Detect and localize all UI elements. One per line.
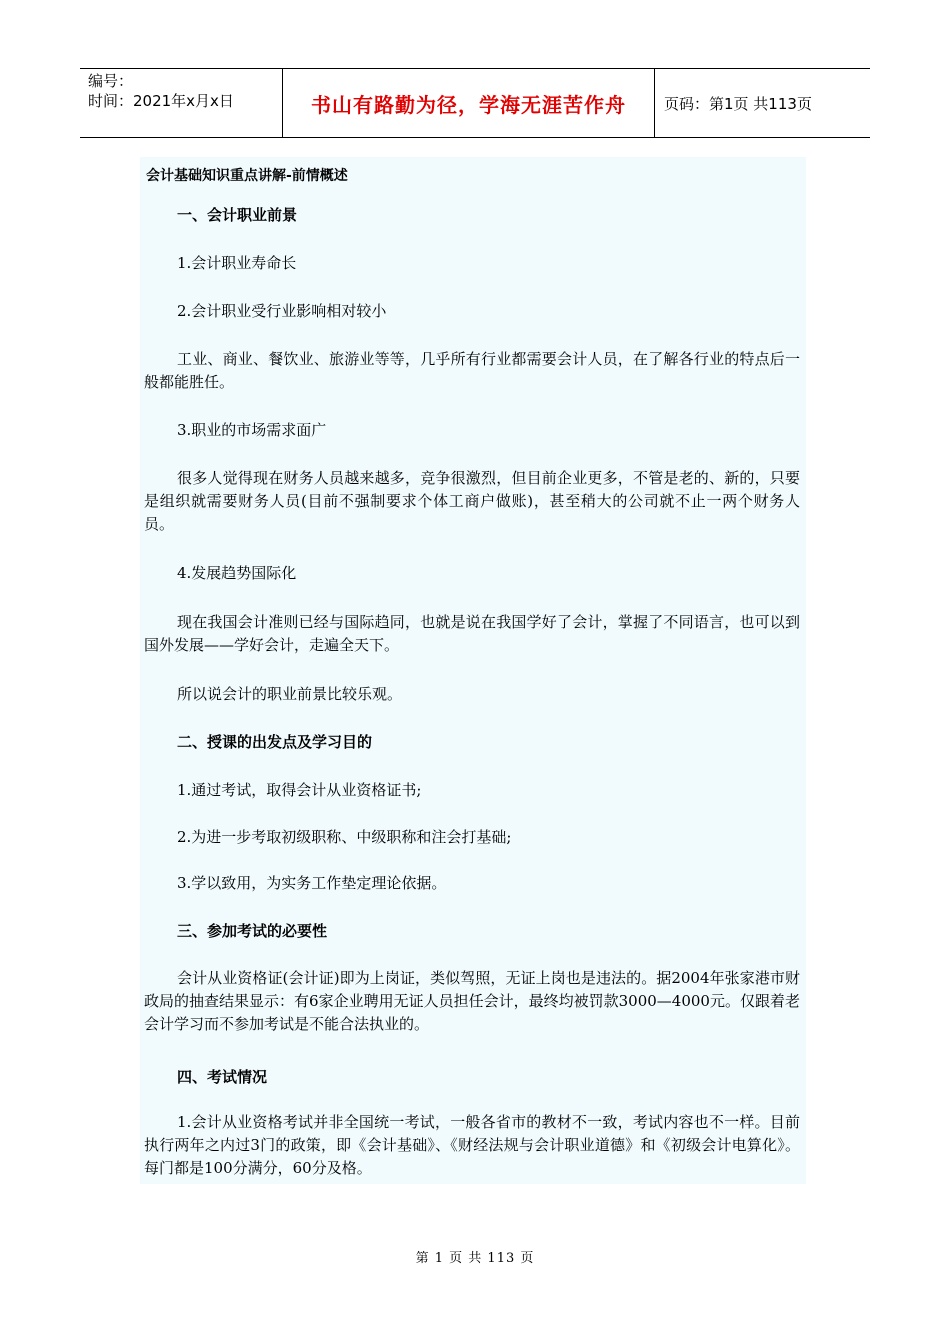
section-heading: 一、会计职业前景 xyxy=(177,206,298,224)
section-heading: 三、参加考试的必要性 xyxy=(177,922,328,940)
document-title: 会计基础知识重点讲解-前情概述 xyxy=(146,168,348,184)
paragraph: 现在我国会计准则已经与国际趋同，也就是说在我国学好了会计，掌握了不同语言，也可以到国外发展——学好会计，走遍全天下。 xyxy=(144,613,800,654)
list-item: 3.学以致用，为实务工作垫定理论依据。 xyxy=(177,874,447,892)
page-footer: 第 1 页 共 113 页 xyxy=(415,1251,535,1266)
header-motto: 书山有路勤为径，学海无涯苦作舟 xyxy=(311,92,626,117)
header-page-info: 页码：第1页 共113页 xyxy=(664,94,812,113)
list-item: 4.发展趋势国际化 xyxy=(177,564,297,582)
list-item: 1.通过考试，取得会计从业资格证书; xyxy=(177,781,422,799)
list-item: 1.会计职业寿命长 xyxy=(177,254,297,272)
document-header xyxy=(80,68,870,138)
list-item: 2.会计职业受行业影响相对较小 xyxy=(177,302,387,320)
section-heading: 四、考试情况 xyxy=(177,1068,268,1086)
number-label: 编号： xyxy=(88,72,134,90)
paragraph: 工业、商业、餐饮业、旅游业等等，几乎所有行业都需要会计人员，在了解各行业的特点后一般都能胜任。 xyxy=(144,350,800,391)
paragraph: 所以说会计的职业前景比较乐观。 xyxy=(177,685,403,703)
list-item: 2.为进一步考取初级职称、中级职称和注会打基础; xyxy=(177,828,512,846)
paragraph: 1.会计从业资格考试并非全国统一考试，一般各省市的教材不一致，考试内容也不一样。目前执行两年之内过3门的政策，即《会计基础》、《财经法规与会计职业道德》和《初级会计电算化》。每门都是100分满分，60分及格。 xyxy=(144,1113,800,1177)
list-item: 3.职业的市场需求面广 xyxy=(177,421,327,439)
section-heading: 二、授课的出发点及学习目的 xyxy=(177,733,373,751)
paragraph: 会计从业资格证(会计证)即为上岗证，类似驾照，无证上岗也是违法的。据2004年张家港市财政局的抽查结果显示：有6家企业聘用无证人员担任会计，最终均被罚款3000—4000元。仅跟着老会计学习而不参加考试是不能合法执业的。 xyxy=(144,969,800,1033)
document-body xyxy=(140,157,806,1184)
header-meta xyxy=(88,71,280,111)
time-label: 时间：2021年x月x日 xyxy=(88,92,234,110)
header-divider xyxy=(654,69,655,137)
paragraph: 很多人觉得现在财务人员越来越多，竞争很激烈，但目前企业更多，不管是老的、新的，只要是组织就需要财务人员(目前不强制要求个体工商户做账)，甚至稍大的公司就不止一两个财务人员。 xyxy=(144,469,800,533)
